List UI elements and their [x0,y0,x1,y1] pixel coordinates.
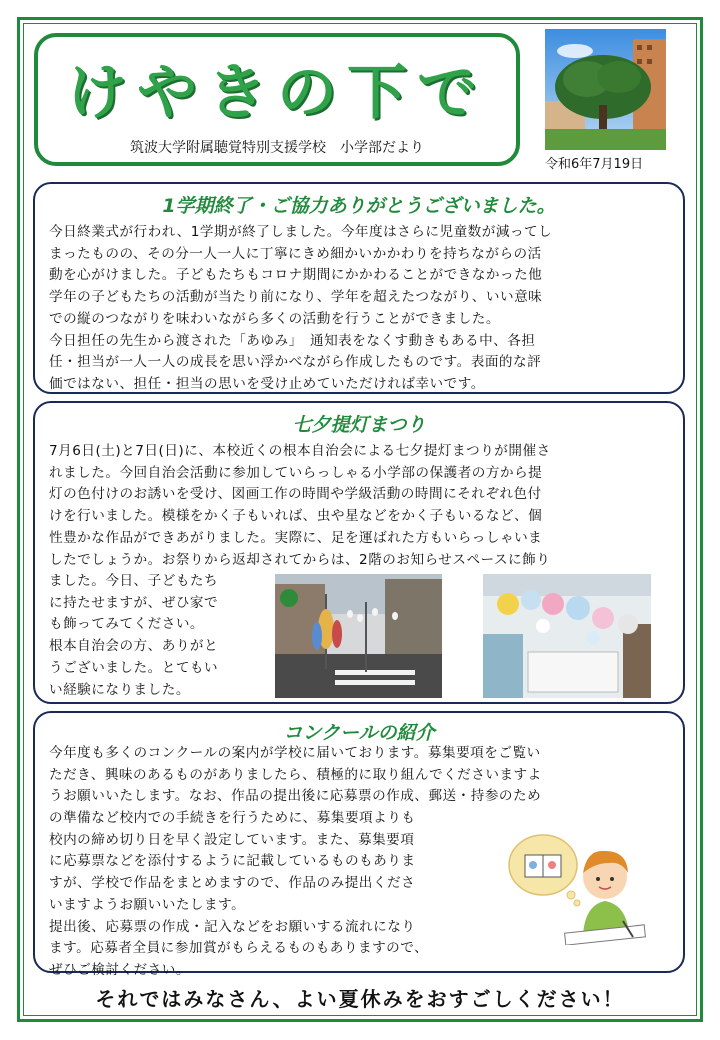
body-line: れました。今回自治会活動に参加していらっしゃる小学部の保護者の方から提 [49,464,543,481]
body-line: ただき、興味のあるものがありましたら、積極的に取り組んでくださいますよ [49,766,542,783]
body-line: 任・担当が一人一人の成長を思い浮かべながら作成したものです。表面的な評 [49,354,542,371]
body-line: うお願いいたします。なお、作品の提出後に応募票の作成、郵送・持参のため [49,788,542,805]
body-line: まったものの、その分一人一人に丁寧にきめ細かいかかわりを持ちながらの活 [49,245,542,262]
closing-message: それではみなさん、よい夏休みをおすごしください！ [95,987,625,1011]
body-line: 学年の子どもたちの活動が当たり前になり、学年を超えたつながり、いい意味 [49,289,543,306]
issue-date: 令和6年7月19日 [545,157,644,172]
body-line: ました。今日、子どもたち [49,573,219,589]
body-line: の準備など校内での手続きを行うために、募集要項よりも [49,810,416,826]
section-tanabata-body [49,441,679,571]
body-line: 灯の色付けのお誘いを受け、図画工作の時間や学級活動の時間にそれぞれ色付 [49,486,542,503]
body-line: での縦のつながりを味わいながら多くの活動を行うことができました。 [49,310,500,327]
zelkova-tree-photo [545,29,666,150]
section-term-end-title: 1学期終了・ご協力ありがとうございました。 [162,195,556,217]
section-tanabata-title: 七夕提灯まつり [292,414,426,436]
body-line: 今年度も多くのコンクールの案内が学校に届いております。募集要項をご覧い [49,745,541,761]
newsletter-title: けやきの下で [67,58,487,128]
section-tanabata-side-text [49,571,279,701]
section-contest-body [49,743,679,808]
body-line: 根本自治会の方、ありがと [49,638,219,655]
body-line: 今日担任の先生から渡された「あゆみ」 通知表をなくす動きもある中、各担 [49,332,536,349]
body-line: いますようお願いいたします。 [49,896,246,913]
body-line: に持たせますが、ぜひ家で [49,594,219,611]
body-line: ぜひご検討ください。 [49,961,190,978]
section-term-end [33,182,685,394]
body-line: うございました。とてもい [49,659,219,676]
newsletter-subtitle: 筑波大学附属聴覚特別支援学校 小学部だより [130,140,424,156]
body-line: すが、学校で作品をまとめますので、作品のみ提出くださ [49,875,416,892]
section-contest-side-text [49,808,519,982]
body-line: 今日終業式が行われ、1学期が終了しました。今年度はさらに児童数が減ってし [49,224,553,240]
body-line: 校内の締め切り日を早く設定しています。また、募集要項 [49,831,415,848]
section-contest-title: コンクールの紹介 [283,722,435,744]
body-line: 7月6日(土)と7日(日)に、本校近くの根本自治会による七夕提灯まつりが開催さ [49,443,551,459]
body-line: けを行いました。模様をかく子もいれば、虫や星などをかく子もいるなど、個 [49,508,543,525]
body-line: 価ではない、担任・担当の思いを受け止めていただければ幸いです。 [49,375,485,392]
body-line: ます。応募者全員に参加賞がもらえるものもありますので、 [49,940,429,957]
section-term-end-body [49,222,679,396]
body-line: 性豊かな作品ができあがりました。実際に、足を運ばれた方もいらっしゃいま [49,529,543,546]
lantern-display-photo [483,574,651,698]
body-line: も飾ってみてください。 [49,616,205,633]
street-festival-photo [275,574,442,698]
child-drawing-illustration [505,825,655,945]
body-line: に応募票などを添付するように記載しているものもありま [49,853,416,870]
body-line: 動を心がけました。子どもたちもコロナ期間にかかわることができなかった他 [49,267,543,284]
masthead-box [34,33,520,166]
body-line: したでしょうか。お祭りから返却されてからは、2階のお知らせスペースに飾り [49,551,551,568]
body-line: 提出後、応募票の作成・記入などをお願いする流れになり [49,918,416,935]
body-line: い経験になりました。 [49,681,190,698]
